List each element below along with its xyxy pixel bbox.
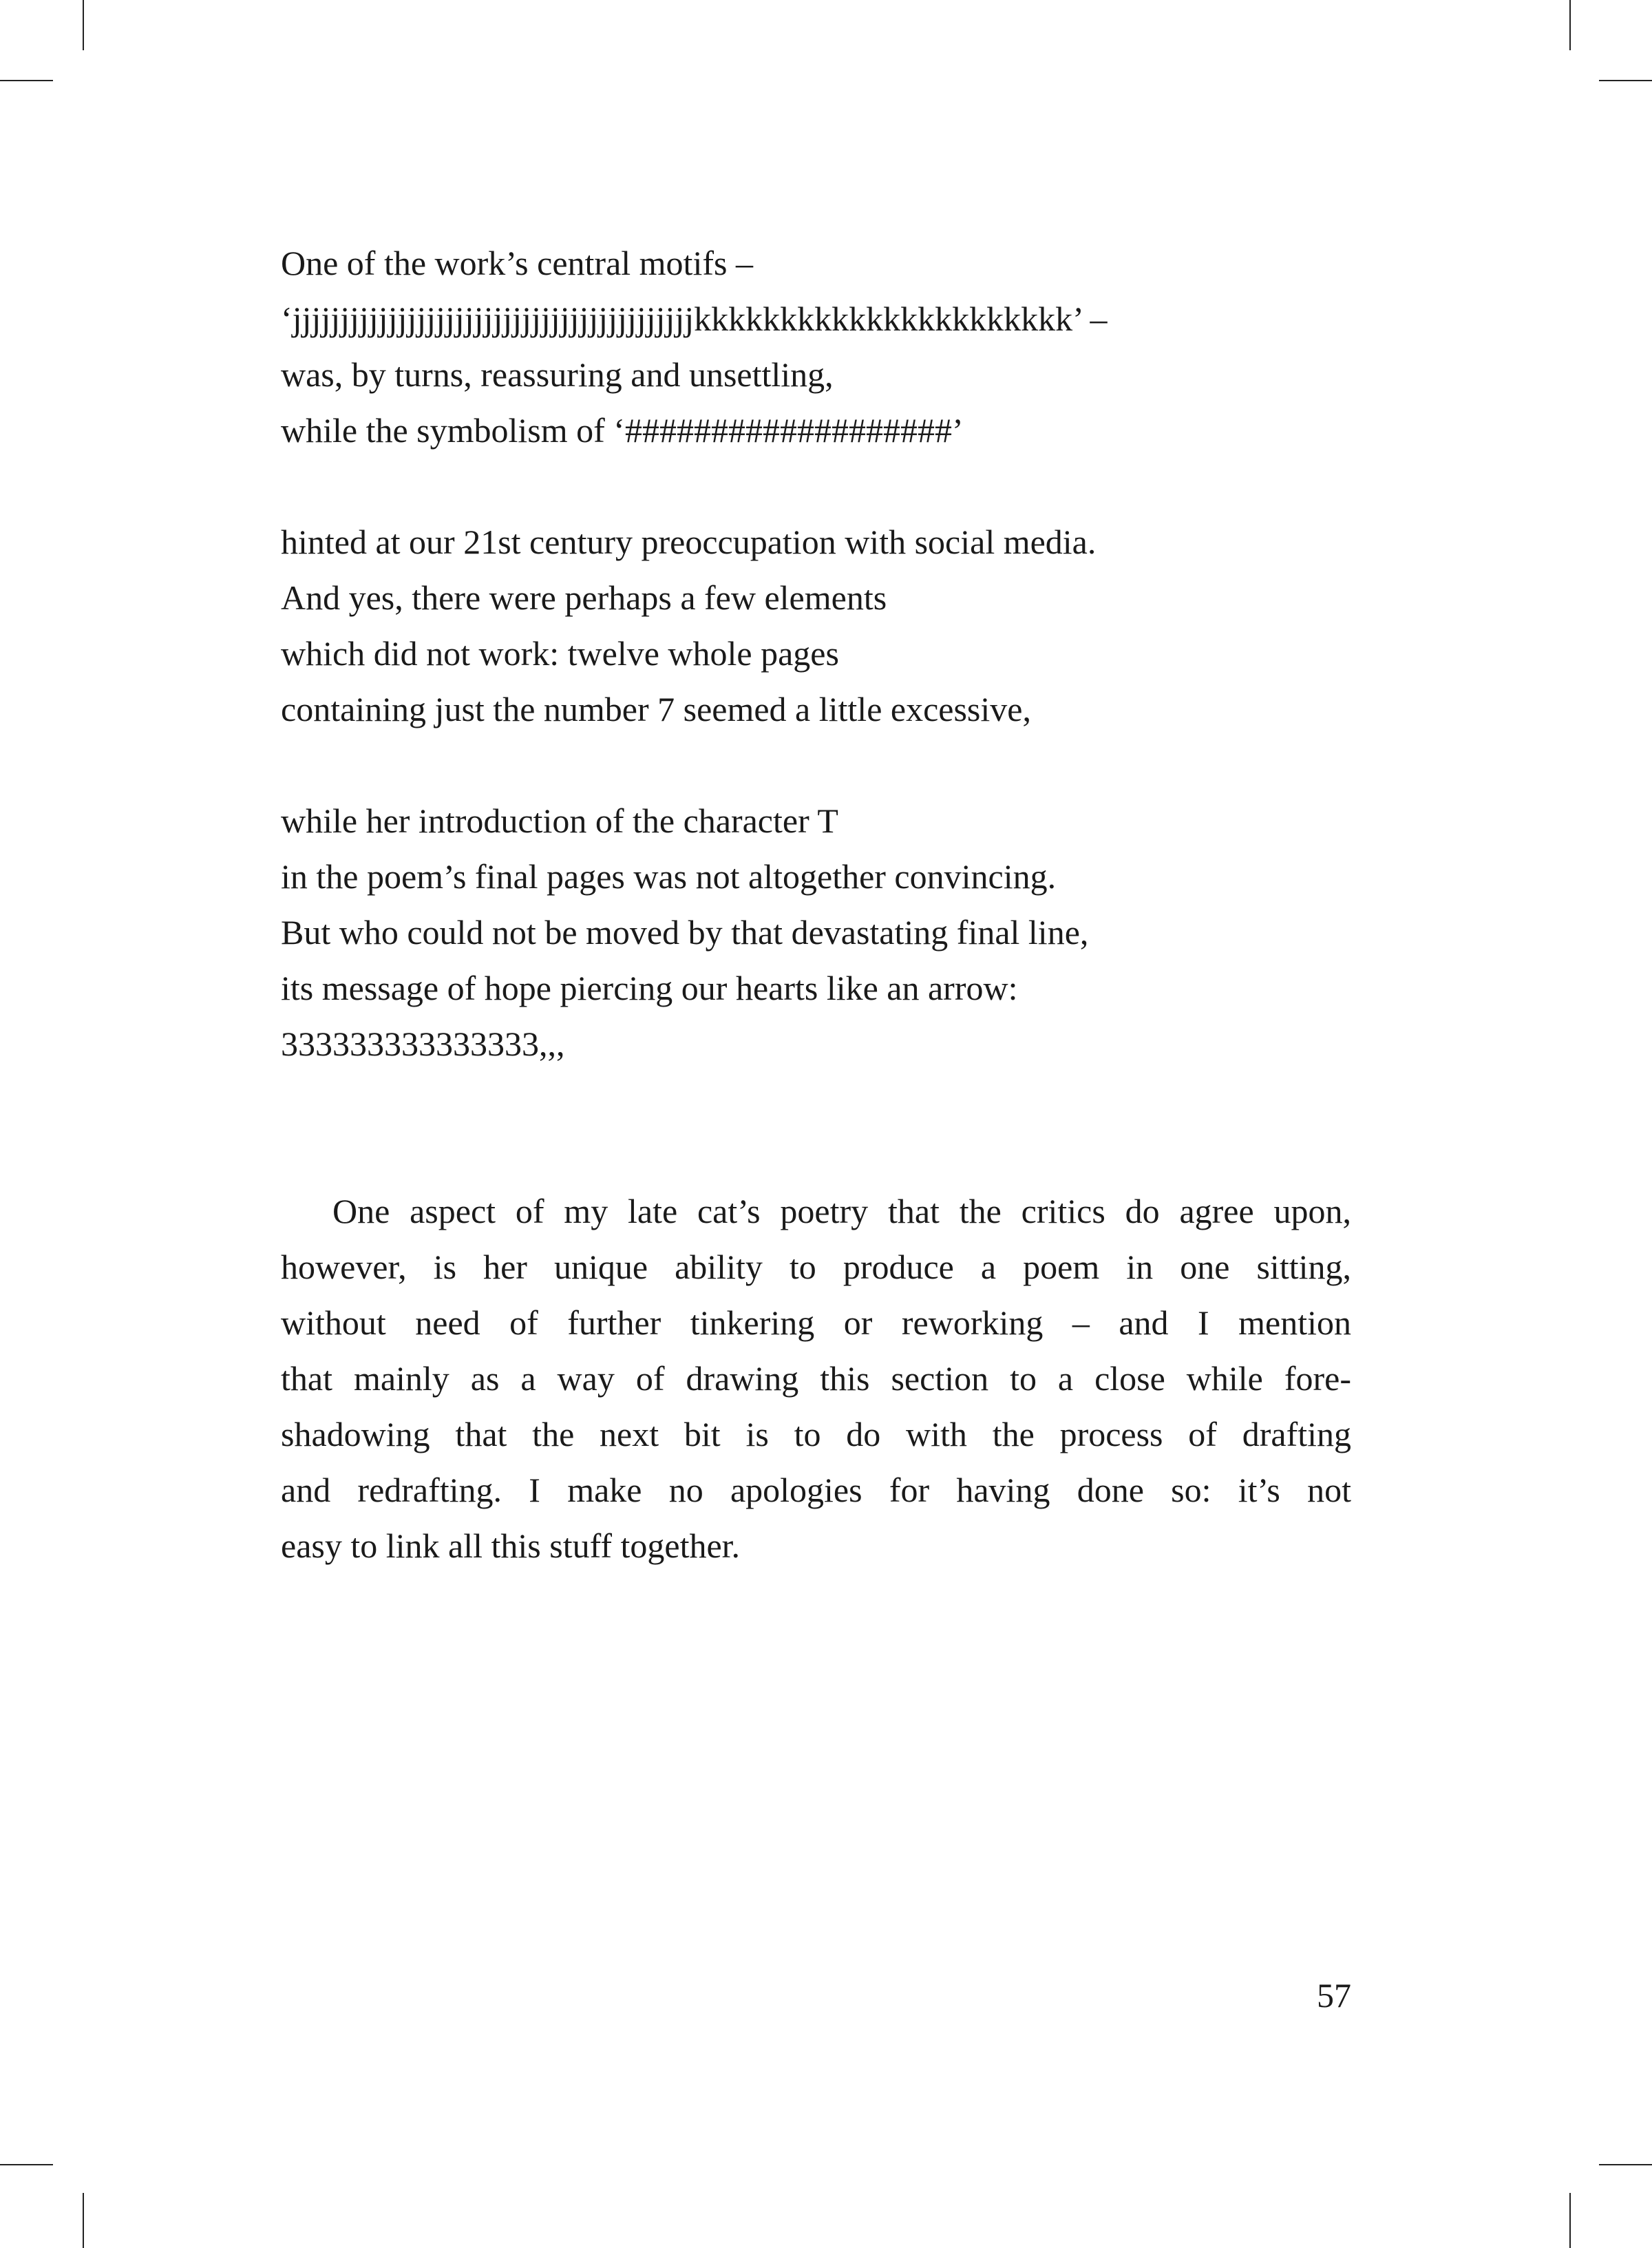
verse-line: But who could not be moved by that devastating final line,	[281, 913, 1089, 952]
verse-line: was, by turns, reassuring and unsettling,	[281, 355, 834, 394]
verse-line: 333333333333333,,,	[281, 1025, 565, 1063]
prose-paragraph	[281, 1184, 1351, 1574]
crop-mark-bottom-right-horizontal	[1599, 2164, 1652, 2165]
verse-line: which did not work: twelve whole pages	[281, 634, 839, 673]
crop-mark-top-left-horizontal	[0, 80, 53, 81]
crop-mark-top-right-vertical	[1569, 0, 1571, 50]
verse-line: while her introduction of the character T	[281, 801, 838, 840]
paragraph-line: shadowing that the next bit is to do with the process of drafting	[281, 1415, 1351, 1453]
page-body	[281, 235, 1355, 1574]
paragraph-line: that mainly as a way of drawing this section to a close while fore-	[281, 1359, 1351, 1398]
verse-line: containing just the number 7 seemed a little excessive,	[281, 690, 1031, 728]
verse-stanza-2	[281, 514, 1355, 737]
crop-mark-bottom-left-vertical	[83, 2193, 84, 2248]
page-number: 57	[1317, 1976, 1351, 2015]
crop-mark-top-left-vertical	[83, 0, 84, 50]
verse-line: ‘jjjjjjjjjjjjjjjjjjjjjjjjjjjjjjjjjjjjjjjjjjkkkkkkkkkkkkkkkkkkkkkk’ –	[281, 300, 1108, 338]
paragraph-line: and redrafting. I make no apologies for having done so: it’s not	[281, 1471, 1351, 1509]
paragraph-line: One aspect of my late cat’s poetry that the critics do agree upon,	[332, 1192, 1351, 1230]
verse-stanza-1	[281, 235, 1355, 459]
section-gap	[281, 1072, 1355, 1128]
paragraph-line: without need of further tinkering or reworking – and I mention	[281, 1303, 1351, 1342]
crop-mark-bottom-left-horizontal	[0, 2164, 53, 2165]
verse-stanza-3	[281, 793, 1355, 1072]
stanza-break	[281, 459, 1355, 514]
verse-line: One of the work’s central motifs –	[281, 244, 753, 282]
crop-mark-top-right-horizontal	[1599, 80, 1652, 81]
verse-line: in the poem’s final pages was not altogether convincing.	[281, 857, 1057, 896]
crop-mark-bottom-right-vertical	[1569, 2193, 1571, 2248]
stanza-break	[281, 737, 1355, 793]
verse-line: while the symbolism of ‘###################’	[281, 411, 964, 450]
paragraph-line: easy to link all this stuff together.	[281, 1526, 741, 1565]
verse-line: And yes, there were perhaps a few elements	[281, 578, 887, 617]
verse-line: its message of hope piercing our hearts like an arrow:	[281, 969, 1018, 1007]
section-gap	[281, 1128, 1355, 1184]
paragraph-line: however, is her unique ability to produce a poem in one sitting,	[281, 1248, 1351, 1286]
verse-line: hinted at our 21st century preoccupation with social media.	[281, 523, 1097, 561]
